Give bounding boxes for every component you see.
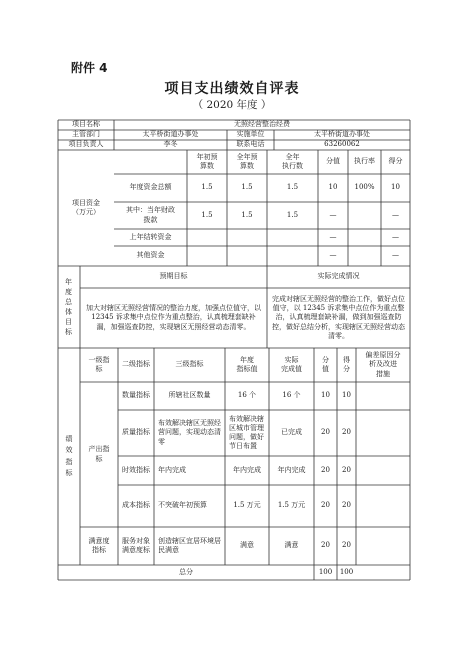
funds-header-exec: 全年 执行数 xyxy=(282,152,303,170)
owner-label: 项目负责人 xyxy=(68,140,104,149)
ind-target: 年内完成 xyxy=(233,465,261,474)
funds-cell: — xyxy=(392,251,399,260)
ind-l3: 创造辖区宜居环境居民满意 xyxy=(158,536,221,554)
form-title: 项目支出绩效自评表 xyxy=(164,81,300,97)
ind-target: 布效解决辖区城市管理问题，做好节日布置 xyxy=(229,414,264,451)
funds-cell: 1.5 xyxy=(241,183,253,192)
indicators-section-text: 绩效指标 xyxy=(65,435,73,477)
funds-cell: 1.5 xyxy=(286,210,299,219)
funds-cell: 100% xyxy=(354,183,375,192)
project-name-label: 项目名称 xyxy=(72,120,100,129)
funds-row-label: 其中：当年财政 拨款 xyxy=(126,206,175,224)
funds-cell: 1.5 xyxy=(241,210,253,219)
ind-header-actual: 实际 完成值 xyxy=(281,355,302,373)
ind-l3: 年内完成 xyxy=(158,465,186,474)
satisfaction-indicator-label: 满意度 指标 xyxy=(88,536,110,554)
total-value: 100 xyxy=(318,567,333,576)
phone-value: 63260062 xyxy=(324,140,360,149)
funds-cell: 10 xyxy=(391,183,400,192)
dept-label: 主管部门 xyxy=(72,130,100,139)
funds-cell: — xyxy=(329,210,337,219)
ind-header-l2: 二级指标 xyxy=(122,360,150,369)
funds-cell xyxy=(348,202,381,229)
funds-row-label: 年度资金总额 xyxy=(129,183,172,192)
expected-goal-text: 加大对辖区无照经营情况的整治力度，加强点位值守，以 12345 诉求集中点位作为重点整治，认真梳理套缺补漏，加强巡查防控，实现辖区无照经营动态清零。 xyxy=(86,304,261,331)
ind-header-value: 分 值 xyxy=(322,355,329,373)
ind-header-deviation: 偏差原因分 析及改进 措施 xyxy=(365,351,401,378)
funds-cell: 10 xyxy=(328,183,338,192)
funds-cell: — xyxy=(329,232,337,241)
ind-l3: 布效解决辖区无照经营问题，实现动态清零 xyxy=(158,419,221,446)
total-label: 总分 xyxy=(179,567,193,576)
ind-header-target: 年度 指标值 xyxy=(236,355,258,373)
funds-header-rate: 执行率 xyxy=(354,157,375,166)
ind-l2: 成本指标 xyxy=(122,501,150,510)
funds-cell: — xyxy=(392,210,399,219)
form-year: （ 2020 年度 ） xyxy=(192,99,272,111)
ind-l2: 质量指标 xyxy=(122,428,150,437)
impl-value: 太平桥街道办事处 xyxy=(314,130,370,139)
ind-value: 20 xyxy=(321,465,330,474)
ind-l2: 服务对象满意度标 xyxy=(122,536,150,554)
ind-score: 20 xyxy=(342,428,351,437)
dept-value: 太平桥街道办事处 xyxy=(142,130,199,139)
total-score: 100 xyxy=(339,567,354,576)
ind-header-l1: 一级指 标 xyxy=(88,355,110,373)
funds-row-label: 其他资金 xyxy=(136,251,165,260)
indicators-section-label xyxy=(58,348,80,565)
funds-header-initial: 年初预 算数 xyxy=(196,152,218,170)
ind-score: 10 xyxy=(342,391,351,400)
funds-cell: — xyxy=(329,251,337,260)
ind-l3: 所辖社区数量 xyxy=(168,391,211,400)
expected-goal-header: 预期目标 xyxy=(159,272,188,281)
ind-target: 满意 xyxy=(240,541,254,550)
ind-l2: 数量指标 xyxy=(122,391,150,400)
ind-value: 20 xyxy=(321,428,330,437)
funds-cell: 1.5 xyxy=(201,183,213,192)
funds-cell: 1.5 xyxy=(286,183,299,192)
actual-goal-header: 实际完成情况 xyxy=(317,272,360,281)
impl-label: 实施单位 xyxy=(236,130,265,139)
funds-header-full: 全年预 算数 xyxy=(236,152,258,170)
ind-l3: 不突破年初预算 xyxy=(158,501,207,510)
ind-target: 1.5 万元 xyxy=(233,501,261,510)
funds-header-score-value: 分值 xyxy=(326,157,340,166)
ind-score: 20 xyxy=(342,465,351,474)
attachment-label: 附件 4 xyxy=(71,61,108,75)
ind-value: 20 xyxy=(321,501,330,510)
ind-actual: 16 个 xyxy=(282,391,301,400)
project-name-value: 无照经营整治经费 xyxy=(234,120,290,129)
ind-header-score: 得 分 xyxy=(343,355,350,373)
ind-target: 16 个 xyxy=(237,391,257,400)
ind-actual: 已完成 xyxy=(281,428,302,437)
goals-section-label xyxy=(58,266,80,348)
funds-header-score: 得分 xyxy=(388,157,403,166)
ind-actual: 满意 xyxy=(284,541,299,550)
ind-actual: 1.5 万元 xyxy=(277,501,306,510)
ind-l2: 时效指标 xyxy=(122,465,150,474)
ind-header-l3: 三级指标 xyxy=(175,360,204,369)
ind-value: 10 xyxy=(321,391,330,400)
ind-value: 20 xyxy=(321,541,330,550)
actual-goal-text: 完成对辖区无照经营的整治工作，做好点位值守，以 12345 诉求集中点位作为重点整治，认真梳理套缺补漏，做到加强巡查防控，做好总结分析，实现辖区无照经营动态清零。 xyxy=(272,295,405,340)
funds-cell: — xyxy=(392,232,399,241)
ind-score: 20 xyxy=(342,501,351,510)
owner-value: 李冬 xyxy=(163,140,178,149)
funds-section-label: 项目资金 （万元） xyxy=(72,198,100,216)
funds-row-label: 上年结转资金 xyxy=(129,232,172,241)
ind-score: 20 xyxy=(342,541,351,550)
phone-label: 联系电话 xyxy=(236,140,265,149)
funds-cell: 1.5 xyxy=(201,210,213,219)
ind-actual: 年内完成 xyxy=(277,465,306,474)
goals-section-text: 年度总体目标 xyxy=(65,277,73,337)
output-indicator-label: 产出指 标 xyxy=(88,445,110,463)
